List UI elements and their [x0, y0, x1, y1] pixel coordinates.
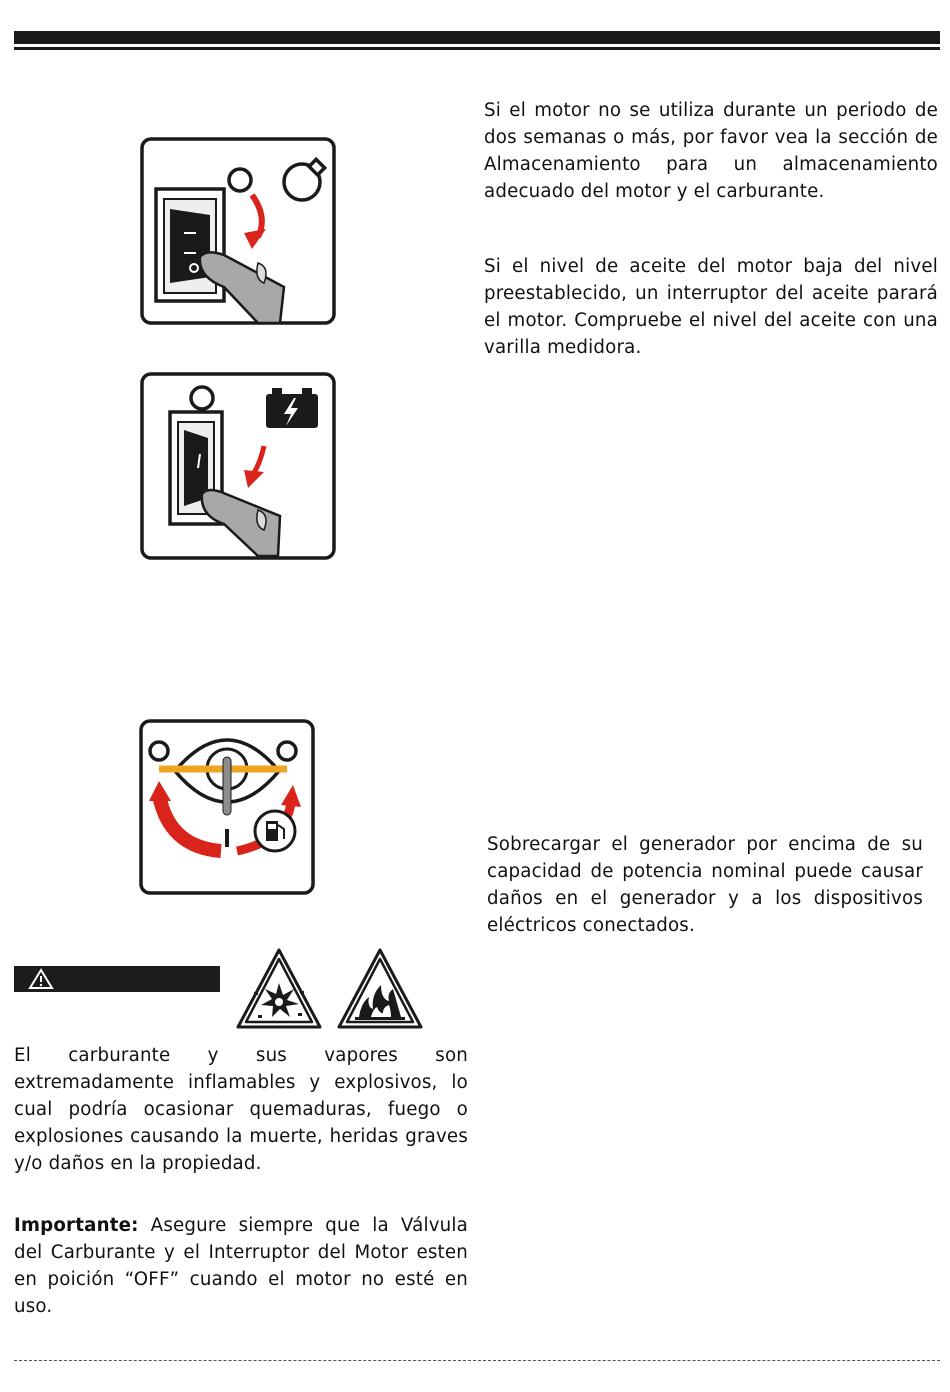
important-paragraph — [14, 1212, 468, 1320]
important-label: Importante: — [14, 1215, 139, 1236]
warning-triangle-icon — [28, 968, 54, 990]
fuel-warning-paragraph: El carburante y sus vapores son extremadamente inflamables y explosivos, lo cual podría ocasionar quemaduras, fuego o explosiones causando la muerte, heridas graves y/o daños en la propiedad. — [14, 1045, 468, 1174]
engine-switch-off-icon — [140, 137, 336, 325]
flammable-hazard-icon — [337, 947, 423, 1031]
battery-switch-off-icon — [140, 372, 336, 560]
header-rule-thick — [14, 31, 940, 44]
fuel-valve-knob-icon — [139, 719, 315, 895]
footer-dashed-rule — [14, 1360, 940, 1361]
important-text: Asegure siempre que la Válvula del Carburante y el Interruptor del Motor esten en poición “OFF” cuando el motor no esté en uso. — [14, 1215, 468, 1317]
warning-banner — [14, 966, 220, 992]
oil-paragraph: Si el nivel de aceite del motor baja del nivel preestablecido, un interruptor del aceite parará el motor. Compruebe el nivel del aceite con una varilla medidora. — [484, 256, 938, 358]
header-rule-thin — [14, 47, 940, 50]
explosion-hazard-icon — [236, 947, 322, 1031]
overload-paragraph: Sobrecargar el generador por encima de su capacidad de potencia nominal puede causar daños en el generador y a los dispositivos eléctricos conectados. — [487, 834, 923, 936]
storage-paragraph: Si el motor no se utiliza durante un periodo de dos semanas o más, por favor vea la sección de Almacenamiento para un almacenamiento adecuado del motor y el carburante. — [484, 100, 938, 202]
